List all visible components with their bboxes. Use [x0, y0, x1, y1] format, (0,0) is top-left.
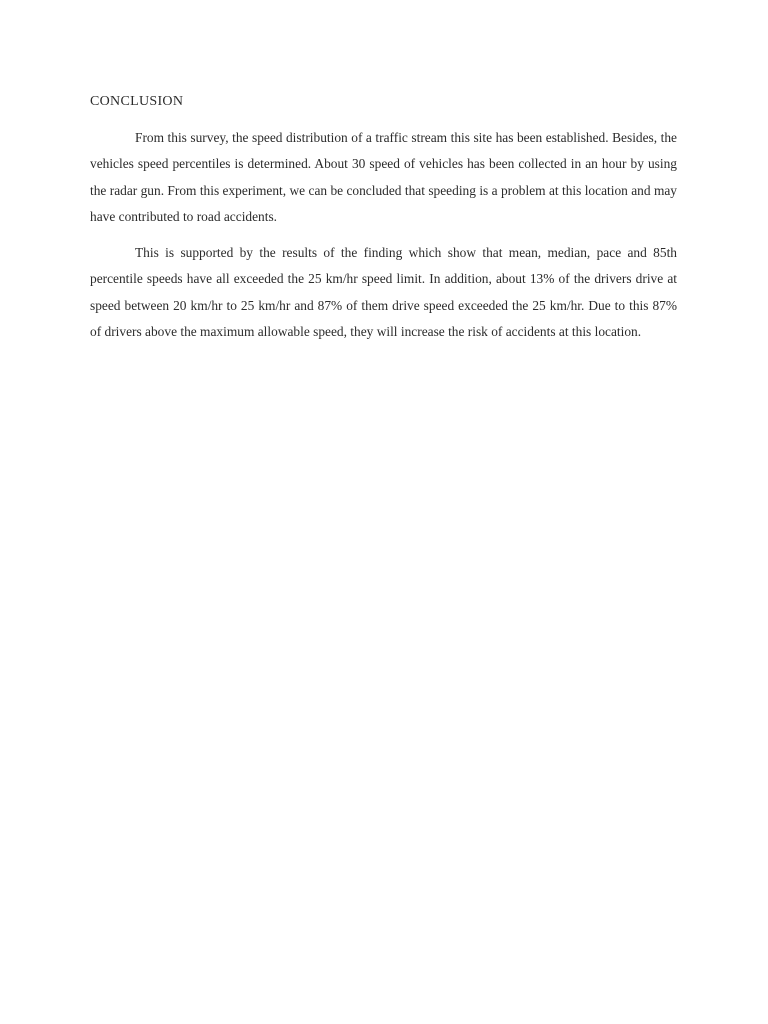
section-heading: CONCLUSION — [90, 94, 184, 109]
paragraph-survey-findings: From this survey, the speed distribution of a traffic stream this site has been established. Besides, the vehicles speed percentiles is determined. About 30 speed of vehicles has been collected in an hour by using the radar gun. From this experiment, we can be concluded that speeding is a problem at this location and may have contributed to road accidents. — [90, 130, 677, 224]
paragraph-speed-results: This is supported by the results of the finding which show that mean, median, pace and 85th percentile speeds have all exceeded the 25 km/hr speed limit. In addition, about 13% of the drivers drive at speed between 20 km/hr to 25 km/hr and 87% of them drive speed exceeded the 25 km/hr. Due to this 87% of drivers above the maximum allowable speed, they will increase the risk of accidents at this location. — [90, 245, 677, 340]
